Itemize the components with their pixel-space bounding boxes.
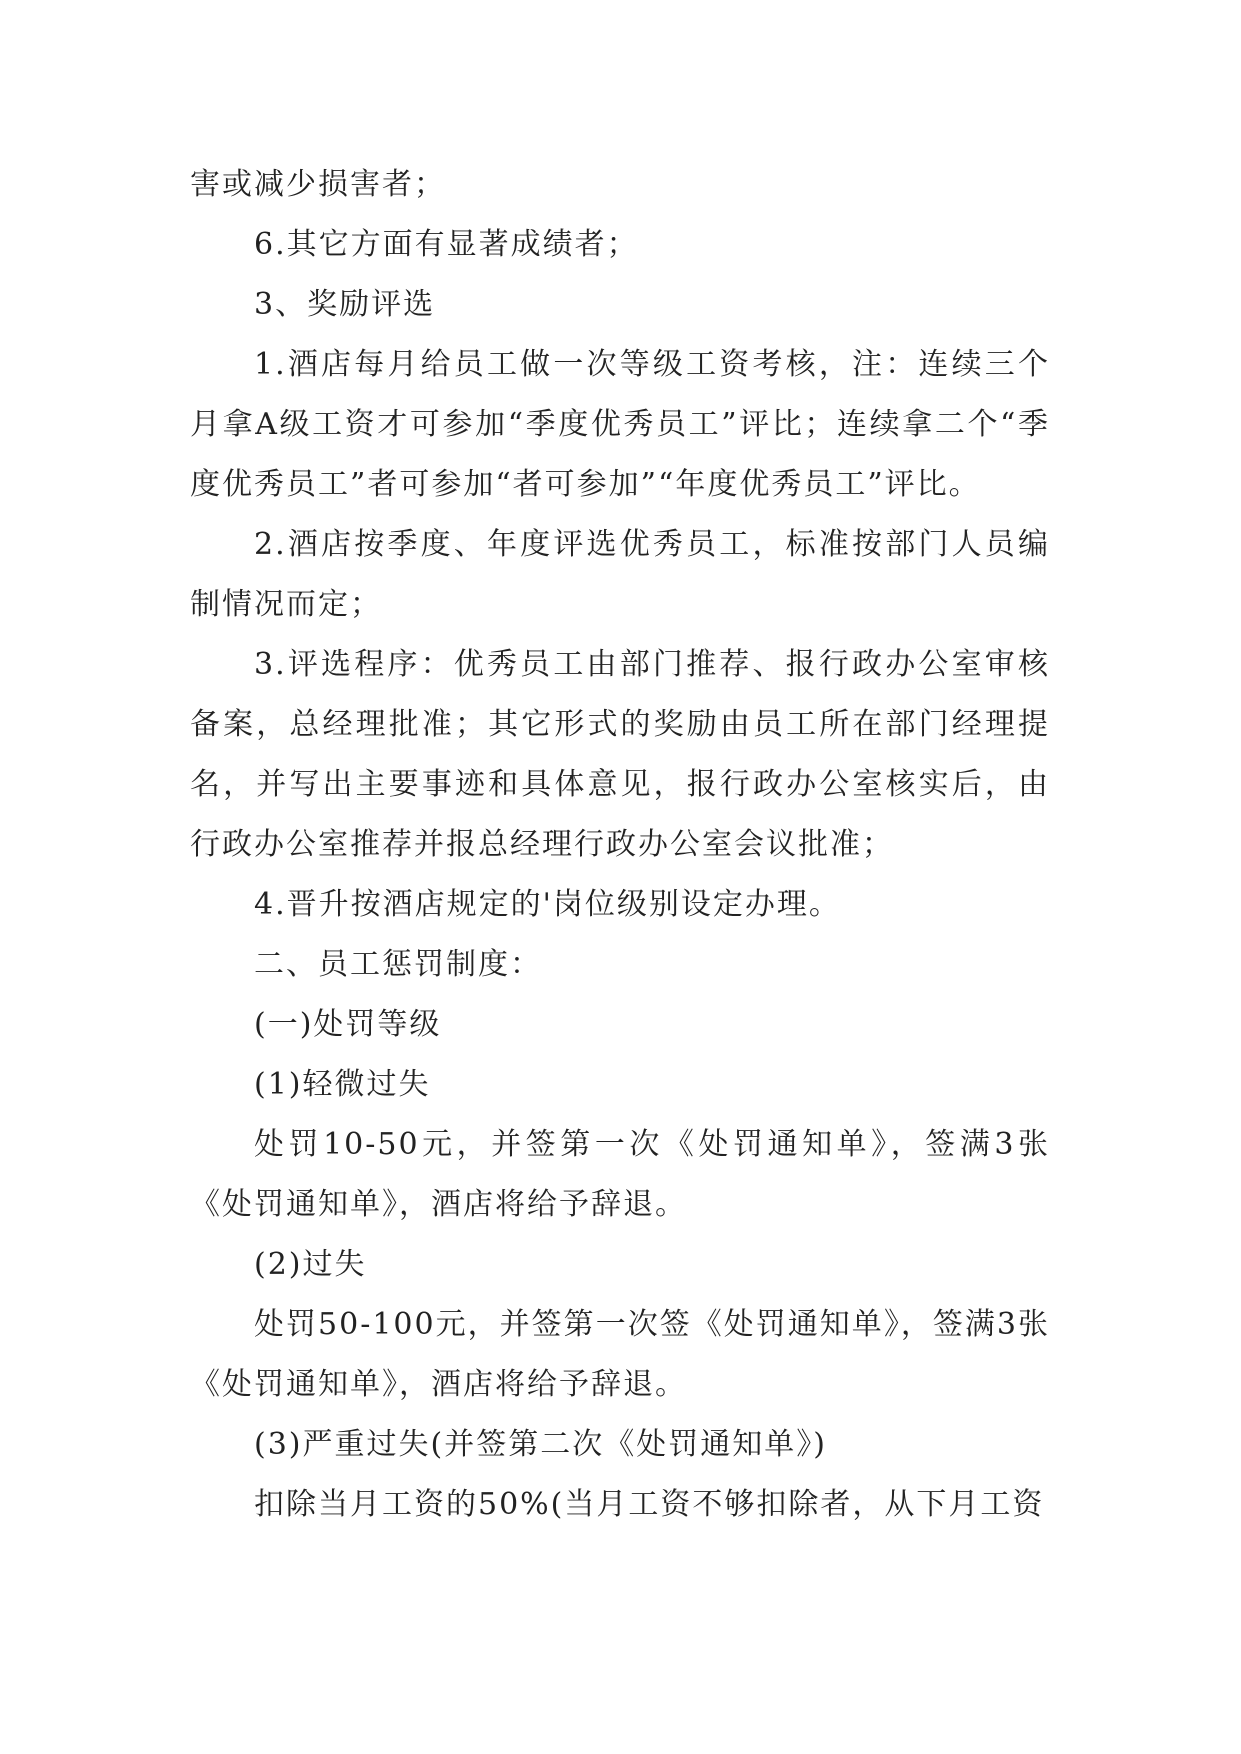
item-heading: (2)过失 xyxy=(254,1247,367,1282)
item-heading: (1)轻微过失 xyxy=(254,1067,431,1102)
section-heading: 二、员工惩罚制度： xyxy=(254,947,542,982)
paragraph: 6.其它方面有显著成绩者； xyxy=(254,227,639,262)
paragraph: 处罚50-100元，并签第一次签《处罚通知单》，签满3张《处罚通知单》，酒店将给予辞退。 xyxy=(190,1307,1050,1402)
paragraph: 3.评选程序：优秀员工由部门推荐、报行政办公室审核备案，总经理批准；其它形式的奖励由员工所在部门经理提名，并写出主要事迹和具体意见，报行政办公室核实后，由行政办公室推荐并报总经理行政办公室会议批准； xyxy=(190,647,1050,862)
section-heading: 3、奖励评选 xyxy=(254,287,436,322)
item-heading: (3)严重过失(并签第二次《处罚通知单》) xyxy=(254,1427,827,1462)
paragraph: 处罚10-50元，并签第一次《处罚通知单》，签满3张《处罚通知单》，酒店将给予辞退。 xyxy=(190,1127,1050,1222)
paragraph: 害或减少损害者； xyxy=(190,167,446,202)
paragraph: 2.酒店按季度、年度评选优秀员工，标准按部门人员编制情况而定； xyxy=(190,527,1050,622)
paragraph: 4.晋升按酒店规定的'岗位级别设定办理。 xyxy=(254,887,841,922)
document-body xyxy=(190,155,1050,1535)
paragraph: 1.酒店每月给员工做一次等级工资考核，注：连续三个月拿A级工资才可参加“季度优秀员工”评比；连续拿二个“季度优秀员工”者可参加“者可参加”“年度优秀员工”评比。 xyxy=(190,347,1050,502)
subsection-heading: (一)处罚等级 xyxy=(254,1007,442,1042)
paragraph: 扣除当月工资的50%(当月工资不够扣除者，从下月工资 xyxy=(254,1487,1045,1522)
